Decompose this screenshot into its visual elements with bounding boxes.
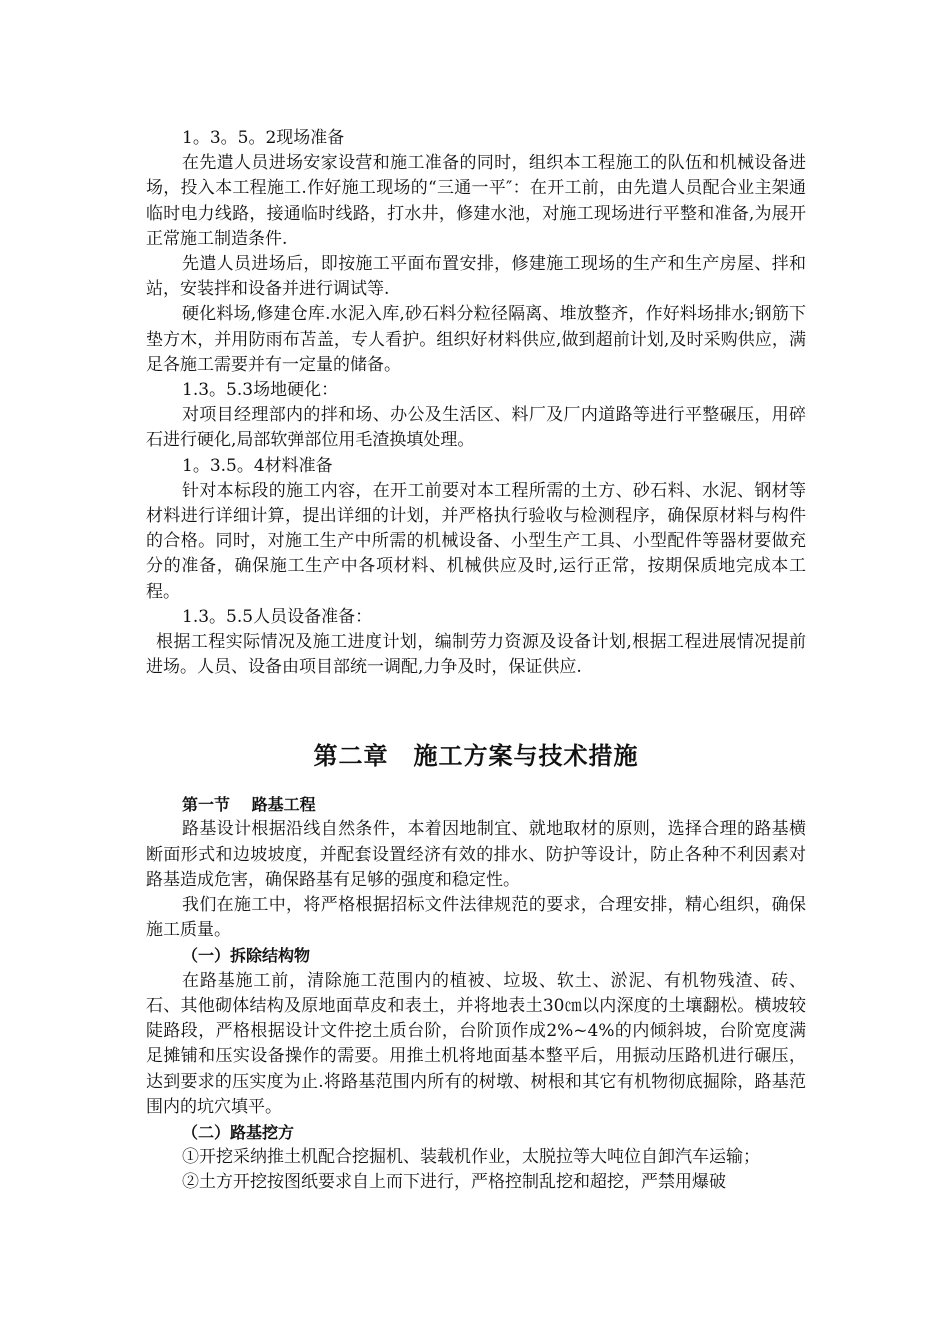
heading-roadbed-excavation: （二）路基挖方 [182,1122,295,1142]
paragraph: 针对本标段的施工内容，在开工前要对本工程所需的土方、砂石料、水泥、钢材等材料进行详细计算，提出详细的计划，并严格执行验收与检测程序，确保原材料与构件的合格。同时，对施工生产中所需的机械设备、小型生产工具、小型配件等器材要做充分的准备，确保施工生产中各项材料、机械供应及时,运行正常，按期保质地完成本工程。 [146,480,806,602]
document-content [146,126,806,1196]
subsection-heading-material-prep: 1。3.5。4材料准备 [182,455,333,476]
paragraph: 根据工程实际情况及施工进度计划，编制劳力资源及设备计划,根据工程进展情况提前进场。人员、设备由项目部统一调配,力争及时，保证供应. [146,632,806,678]
paragraph: 先遣人员进场后，即按施工平面布置安排，修建施工现场的生产和生产房屋、拌和站，安装拌和设备并进行调试等. [146,254,806,300]
paragraph: 在路基施工前，清除施工范围内的植被、垃圾、软土、淤泥、有机物残渣、砖、石、其他砌体结构及原地面草皮和表土，并将地表土30㎝以内深度的土壤翻松。横坡较陡路段，严格根据设计文件挖土质台阶，台阶顶作成2%~4%的内倾斜坡，台阶宽度满足摊铺和压实设备操作的需要。用推土机将地面基本整平后，用振动压路机进行碾压，达到要求的压实度为止.将路基范围内所有的树墩、树根和其它有机物彻底掘除，路基范围内的坑穴填平。 [146,970,806,1117]
list-item: ①开挖采纳推土机配合挖掘机、装载机作业，太脱拉等大吨位自卸汽车运输； [182,1147,760,1168]
list-item: ②土方开挖按图纸要求自上而下进行，严格控制乱挖和超挖，严禁用爆破 [182,1172,726,1193]
heading-demolish-structures: （一）拆除结构物 [182,946,311,966]
subsection-heading-personnel-prep: 1.3。5.5人员设备准备： [182,606,373,627]
paragraph: 我们在施工中，将严格根据招标文件法律规范的要求，合理安排，精心组织，确保施工质量。 [146,895,806,941]
paragraph: 硬化料场,修建仓库.水泥入库,砂石料分粒径隔离、堆放整齐，作好料场排水;钢筋下垫方木，并用防雨布苫盖，专人看护。组织好材料供应,做到超前计划,及时采购供应，满足各施工需要并有一定量的储备。 [146,304,806,375]
paragraph: 对项目经理部内的拌和场、办公及生活区、料厂及厂内道路等进行平整碾压，用碎石进行硬化,局部软弹部位用毛渣换填处理。 [146,405,806,451]
chapter-title: 第二章 施工方案与技术措施 [313,742,639,771]
subsection-heading-site-prep: 1。3。5。2现场准备 [182,128,345,148]
subsection-heading-ground-hardening: 1.3。5.3场地硬化： [182,380,339,401]
section-title: 第一节 路基工程 [182,795,316,815]
paragraph: 在先遣人员进场安家设营和施工准备的同时，组织本工程施工的队伍和机械设备进场，投入本工程施工.作好施工现场的“三通一平″：在开工前，由先遣人员配合业主架通临时电力线路，接通临时线路，打水井，修建水池，对施工现场进行平整和准备,为展开正常施工制造条件. [146,153,806,249]
paragraph: 路基设计根据沿线自然条件，本着因地制宜、就地取材的原则，选择合理的路基横断面形式和边坡坡度，并配套设置经济有效的排水、防护等设计，防止各种不利因素对路基造成危害，确保路基有足够的强度和稳定性。 [146,819,806,890]
